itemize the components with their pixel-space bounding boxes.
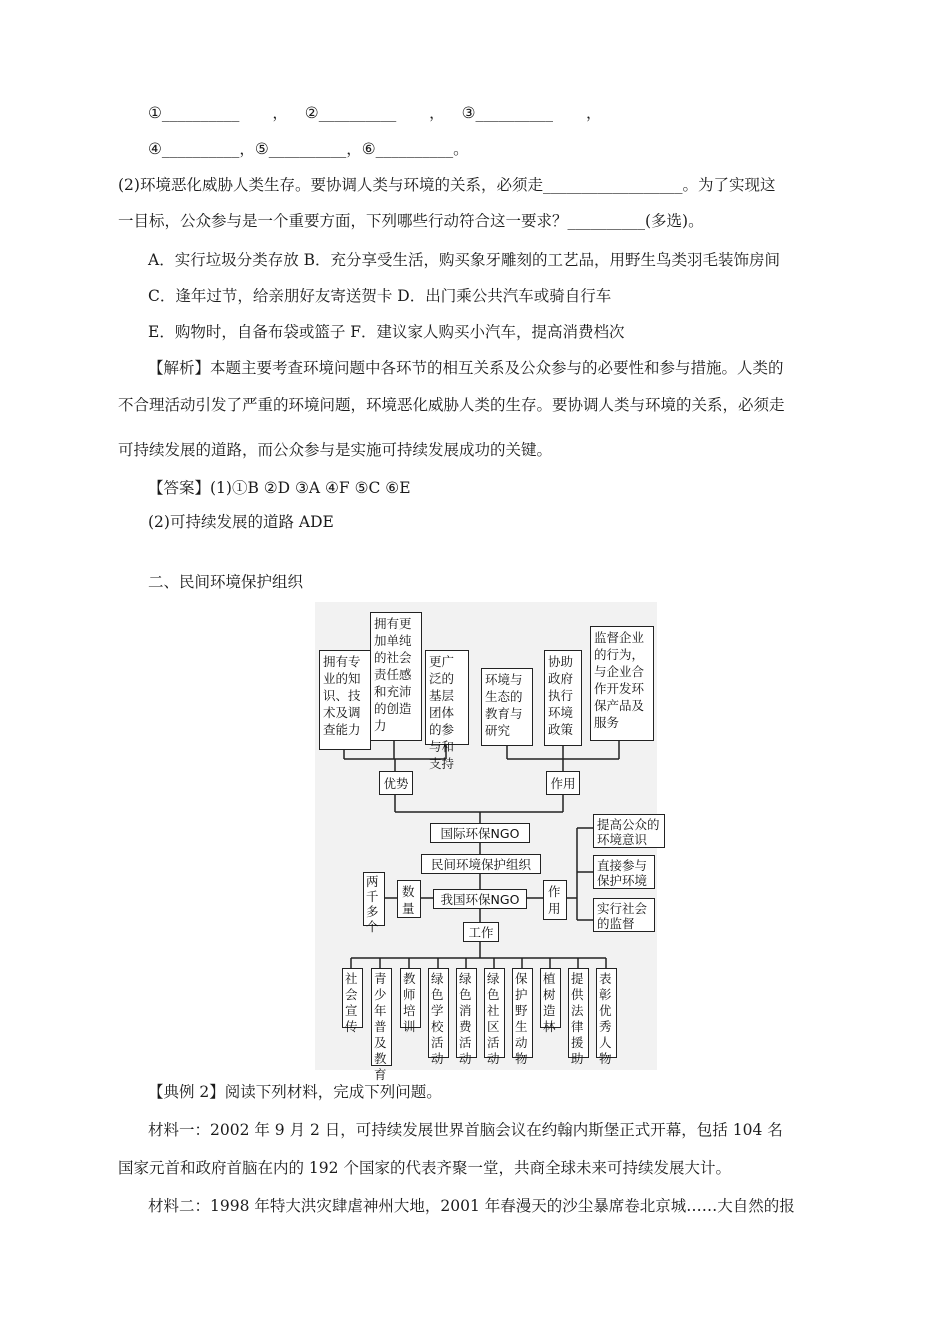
work-item-5: 绿色消费活动 (456, 968, 477, 1058)
material-2-line1: 材料二：1998 年特大洪灾肆虐神州大地，2001 年春漫天的沙尘暴席卷北京城……大自然的报 (148, 1197, 795, 1215)
cn-role-box-1: 提高公众的环境意识 (593, 814, 665, 848)
role-box-1: 环境与生态的教育与研究 (481, 668, 533, 746)
blank-1: ①__________ (148, 104, 240, 122)
separator: ， (429, 104, 445, 122)
option-a-b: A．实行垃圾分类存放 B．充分享受生活，购买象牙雕刻的工艺品，用野生鸟类羽毛装饰房间 (148, 251, 781, 269)
ngo-diagram (315, 602, 660, 1082)
option-e-f: E．购物时，自备布袋或篮子 F．建议家人购买小汽车，提高消费档次 (148, 323, 625, 341)
work-item-4: 绿色学校活动 (428, 968, 449, 1058)
advantage-box-3: 更广泛的基层团体的参与和支持 (425, 650, 469, 745)
work-item-1: 社会宣传 (342, 968, 363, 1028)
answer-line2: (2)可持续发展的道路 ADE (148, 513, 334, 531)
cn-role-node: 作用 (543, 880, 567, 920)
civil-org-node: 民间环境保护组织 (421, 854, 541, 874)
separator: ， (272, 104, 288, 122)
option-c-d: C．逢年过节，给亲朋好友寄送贺卡 D．出门乘公共汽车或骑自行车 (148, 287, 612, 305)
work-item-9: 提供法律援助 (568, 968, 589, 1058)
material-1-line1: 材料一：2002 年 9 月 2 日，可持续发展世界首脑会议在约翰内斯堡正式开幕，包括 104 名 (148, 1121, 783, 1139)
q2-line1: (2)环境恶化威胁人类生存。要协调人类与环境的关系，必须走__________________。为了实现这 (118, 176, 776, 194)
analysis-line3: 可持续发展的道路，而公众参与是实施可持续发展成功的关键。 (118, 441, 553, 459)
cn-role-box-3: 实行社会的监督 (593, 898, 655, 932)
analysis-line1: 【解析】本题主要考查环境问题中各环节的相互关系及公众参与的必要性和参与措施。人类的 (148, 359, 784, 377)
role-box-3: 监督企业的行为，与企业合作开发环保产品及服务 (590, 626, 654, 741)
blank-3: ③__________ (461, 104, 553, 122)
section-title: 二、民间环境保护组织 (148, 573, 304, 591)
cn-ngo-node: 我国环保NGO (433, 889, 527, 909)
work-item-6: 绿色社区活动 (484, 968, 505, 1058)
material-1-line2: 国家元首和政府首脑在内的 192 个国家的代表齐聚一堂，共商全球未来可持续发展大计。 (118, 1159, 731, 1177)
separator: ， (585, 104, 602, 122)
role-box-2: 协助政府执行环境政策 (544, 650, 582, 746)
q2-line2: 一目标，公众参与是一个重要方面，下列哪些行动符合这一要求？__________(多选)。 (118, 212, 704, 230)
work-item-7: 保护野生动物 (512, 968, 533, 1058)
q1-line1 (148, 106, 601, 122)
count-value-box: 两千多个 (363, 872, 385, 926)
intl-ngo-node: 国际环保NGO (430, 823, 530, 843)
work-item-3: 教师培训 (400, 968, 421, 1028)
work-item-2: 青少年普及教育 (371, 968, 392, 1066)
advantage-node: 优势 (379, 771, 413, 795)
work-item-8: 植树造林 (540, 968, 561, 1028)
example-2-heading: 【典例 2】阅读下列材料，完成下列问题。 (148, 1083, 442, 1101)
advantage-box-2: 拥有更加单纯的社会责任感和充沛的创造力 (370, 612, 422, 741)
count-label-box: 数量 (397, 880, 421, 918)
blank-2: ②__________ (304, 104, 397, 122)
advantage-box-1: 拥有专业的知识、技术及调查能力 (319, 650, 371, 750)
q1-line2: ④__________，⑤__________，⑥__________。 (148, 140, 469, 158)
role-node: 作用 (546, 771, 580, 795)
answer-line1: 【答案】(1)①B ②D ③A ④F ⑤C ⑥E (148, 479, 411, 497)
work-item-10: 表彰优秀人物 (596, 968, 617, 1058)
cn-role-box-2: 直接参与保护环境 (593, 855, 655, 889)
work-node: 工作 (463, 922, 499, 942)
analysis-line2: 不合理活动引发了严重的环境问题，环境恶化威胁人类的生存。要协调人类与环境的关系，必须走 (118, 396, 785, 414)
